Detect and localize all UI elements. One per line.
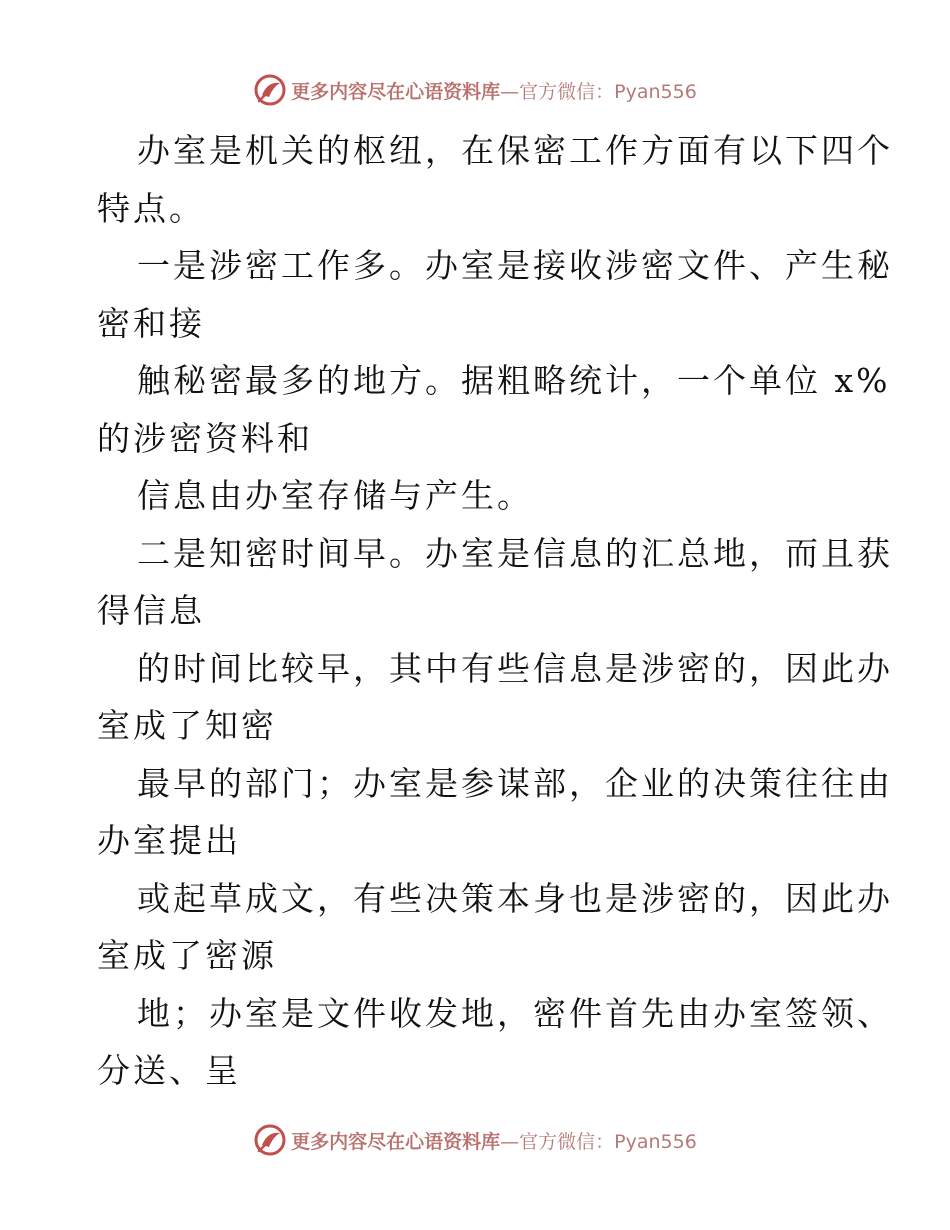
text-line: 一是涉密工作多。办室是接收涉密文件、产生秘 xyxy=(137,246,893,285)
brand-logo-icon xyxy=(253,1123,287,1157)
text-line: 分送、呈 xyxy=(97,1051,241,1090)
text-line: 二是知密时间早。办室是信息的汇总地，而且获 xyxy=(137,533,893,573)
text-line: 特点。 xyxy=(97,188,205,228)
brand-logo-icon xyxy=(253,73,287,107)
header-banner-text: 更多内容尽在心语资料库—官方微信：Pyan556 xyxy=(291,80,697,103)
text-line: 或起草成文，有些决策本身也是涉密的，因此办 xyxy=(137,878,893,918)
document-body xyxy=(97,122,893,1100)
text-line: 的涉密资料和 xyxy=(97,418,313,458)
footer-banner-text: 更多内容尽在心语资料库—官方微信：Pyan556 xyxy=(291,1130,697,1153)
text-line: 办室提出 xyxy=(97,821,241,860)
text-line: 信息由办室存储与产生。 xyxy=(137,476,533,515)
text-line: 密和接 xyxy=(97,303,205,343)
text-line: 室成了密源 xyxy=(97,936,277,975)
text-line: 触秘密最多的地方。据粗略统计，一个单位 x% xyxy=(137,361,891,400)
footer-banner xyxy=(0,1120,950,1160)
text-line: 的时间比较早，其中有些信息是涉密的，因此办 xyxy=(137,648,893,688)
header-banner xyxy=(0,70,950,110)
text-line: 室成了知密 xyxy=(97,706,277,745)
text-line: 办室是机关的枢纽，在保密工作方面有以下四个 xyxy=(137,131,893,170)
text-line: 地；办室是文件收发地，密件首先由办室签领、 xyxy=(137,993,893,1033)
text-line: 得信息 xyxy=(97,591,205,630)
text-line: 最早的部门；办室是参谋部，企业的决策往往由 xyxy=(137,763,893,803)
